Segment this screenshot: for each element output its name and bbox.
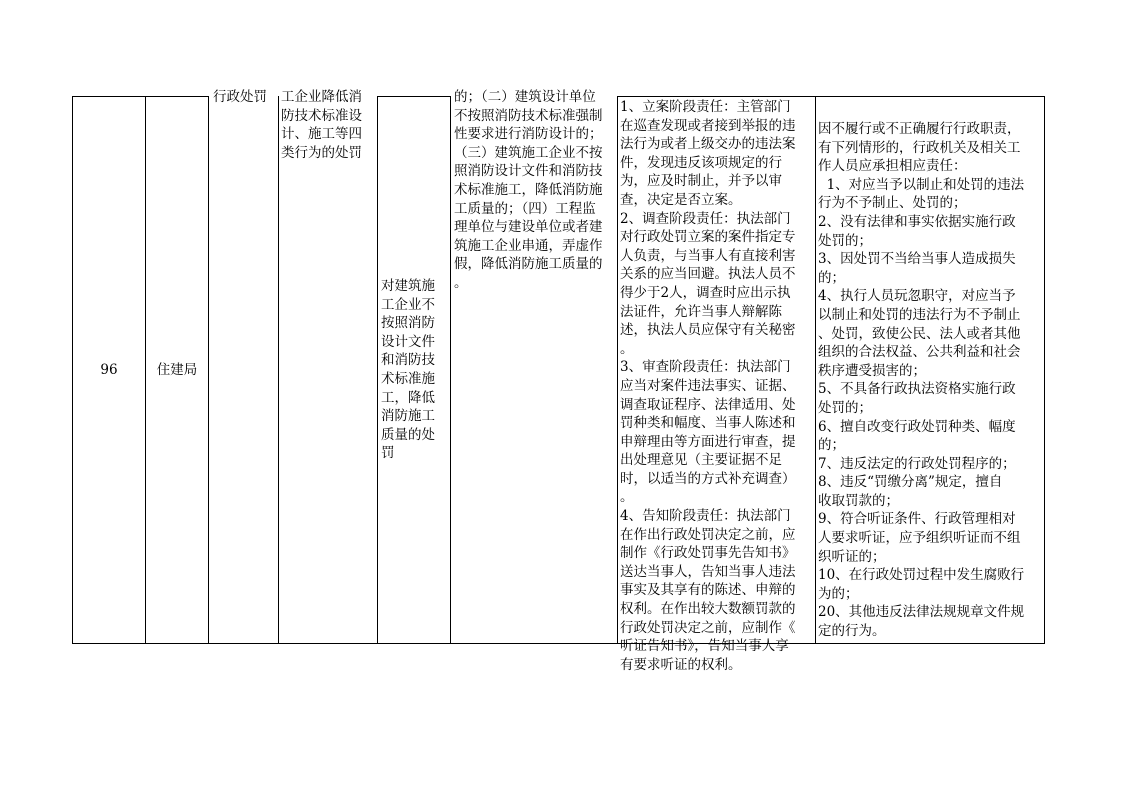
- department: 住建局: [156, 361, 198, 378]
- category-text: 行政处罚: [213, 89, 267, 105]
- category-cell: [209, 89, 278, 643]
- accountability-cell: [816, 97, 1044, 643]
- sub-item-text: 对建筑施 工企业不 按照消防 设计文件 和消防技 术标准施 工，降低 消防施工 质量的处 罚: [381, 278, 435, 462]
- legal-basis-text: 的；（二）建筑设计单位 不按照消防技术标准强制 性要求进行消防设计的； （三）建筑施工企业不按 照消防设计文件和消防技 术标准施工，降低消防施 工质量的；（四）工程监 理单位与建设单位或者建 筑施工企业串通，弄虚作 假，降低消防施工质量的 。: [454, 89, 603, 291]
- responsibility-cell: [618, 97, 815, 673]
- legal-basis-cell: [451, 89, 617, 643]
- sub-item-cell: [378, 97, 450, 643]
- responsibility-text: 1、立案阶段责任：主管部门 在巡查发现或者接到举报的违 法行为或者上级交办的违法案 件，发现违反该项规定的行 为，应及时制止，并予以审 查，决定是否立案。 2、调查阶段责任：执法部门 对行政处罚立案的案件指定专 人负责，与当事人有直接利害 关系的应当回避。执法人员不 得少于2人，调查时应出示执 法证件，允许当事人辩解陈 述，执法人员应保守有关秘密 。 3、审查阶段责任：执法部门 应当对案件违法事实、证据、 调查取证程序、法律适用、处 罚种类和幅度、当事人陈述和 申辩理由等方面进行审查，提 出处理意见（主要证据不足 时，以适当的方式补充调查） 。 4、告知阶段责任：执法部门 在作出行政处罚决定之前，应 制作《行政处罚事先告知书》 送达当事人，告知当事人违法 事实及其享有的陈述、申辩的 权利。在作出较大数额罚款的 行政处罚决定之前，应制作《 听证告知书》，告知当事人享 有要求听证的权利。: [620, 99, 796, 673]
- row-number: 96: [100, 361, 118, 378]
- col-border-8: [1044, 96, 1045, 644]
- item-name-cell: [279, 89, 377, 643]
- row-bottom-border: [72, 643, 1045, 644]
- accountability-text: 因不履行或不正确履行行政职责， 有下列情形的，行政机关及相关工 作人员应承担相应责任： 1、对应当予以制止和处罚的违法 行为不予制止、处罚的； 2、没有法律和事实依据实施行政 处罚的； 3、因处罚不当给当事人造成损失 的； 4、执行人员玩忽职守，对应当予 以制止和处罚的违法行为不予制止 、处罚，致使公民、法人或者其他 组织的合法权益、公共利益和社会 秩序遭受损害的； 5、不具备行政执法资格实施行政 处罚的； 6、擅自改变行政处罚种类、幅度 的； 7、违反法定的行政处罚程序的； 8、违反“罚缴分离”规定，擅自 收取罚款的； 9、符合听证条件、行政管理相对 人要求听证，应予组织听证而不组 织听证的； 10、在行政处罚过程中发生腐败行 为的； 20、其他违反法律法规规章文件规 定的行为。: [818, 121, 1025, 640]
- item-name-text: 工企业降低消 防技术标准设 计、施工等四 类行为的处罚: [281, 89, 362, 161]
